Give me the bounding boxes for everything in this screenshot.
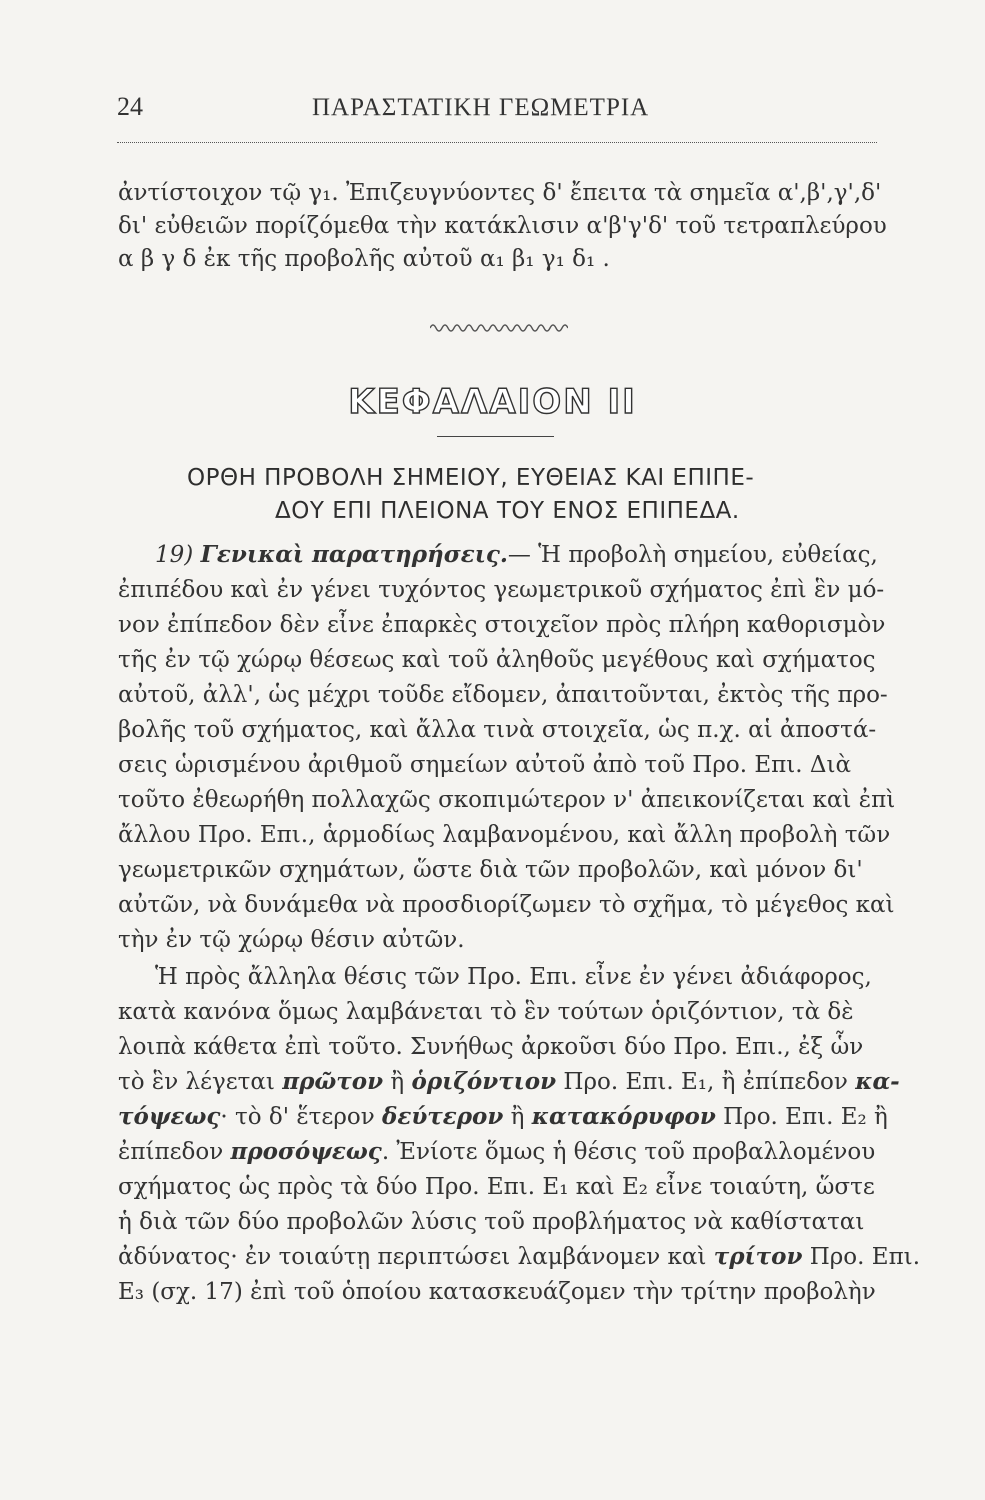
- para2-line-4-part-a: τὸ ἓν λέγεται: [118, 1069, 283, 1095]
- running-title: ΠΑΡΑΣΤΑΤΙΚΗ ΓΕΩΜΕΤΡΙΑ: [312, 94, 650, 121]
- intro-line-2: δι' εὐθειῶν πορίζόμεθα τὴν κατάκλισιν α'β'γ'δ' τοῦ τετραπλεύρου: [118, 213, 887, 239]
- term-prosopseos: προσόψεως: [230, 1138, 382, 1165]
- para1-line-8: ἄλλου Προ. Επι., ἁρμοδίως λαμβανομένου, καὶ ἄλλη προβολὴ τῶν: [118, 822, 891, 848]
- chapter-rule: [437, 436, 554, 437]
- para2-line-6-part-c: . Ἐνίοτε ὅμως ἡ θέσις τοῦ προβαλλομένου: [381, 1139, 876, 1165]
- chapter-title: ΚΕΦΑΛΑΙΟΝ ΙΙ: [348, 382, 637, 422]
- chapter-subtitle-line-2: ΔΟΥ ΕΠΙ ΠΛΕΙΟΝΑ ΤΟΥ ΕΝΟΣ ΕΠΙΠΕΔΑ.: [275, 498, 740, 524]
- para2-line-1: Ἡ πρὸς ἄλληλα θέσις τῶν Προ. Επι. εἶνε ἐν γένει ἀδιάφορος,: [155, 964, 872, 990]
- para2-line-9-part-a: ἀδύνατος· ἐν τοιαύτῃ περιπτώσει λαμβάνομεν καὶ: [118, 1244, 714, 1270]
- term-topseos: τόψεως: [118, 1103, 221, 1130]
- page-header: [117, 92, 877, 132]
- term-defteron: δεύτερον: [382, 1103, 504, 1130]
- para2-line-6-part-a: ἐπίπεδον: [118, 1139, 231, 1165]
- term-proton: πρῶτον: [282, 1068, 384, 1095]
- term-ka-hyphen: κα-: [855, 1068, 900, 1095]
- para2-line-5: [118, 1102, 888, 1132]
- para2-line-3: λοιπὰ κάθετα ἐπὶ τοῦτο. Συνήθως ἀρκοῦσι δύο Προ. Επι., ἐξ ὧν: [118, 1034, 864, 1060]
- section-19-first-line: [155, 540, 878, 570]
- para2-line-10: Ε₃ (σχ. 17) ἐπὶ τοῦ ὁποίου κατασκευάζομεν τὴν τρίτην προβολὴν: [118, 1279, 876, 1305]
- para2-line-4: [118, 1067, 900, 1097]
- para2-line-9: [118, 1242, 920, 1272]
- section-first-line-text: — Ἡ προβολὴ σημείου, εὐθείας,: [507, 542, 878, 568]
- section-heading: Γενικαὶ παρατηρήσεις.: [200, 541, 508, 568]
- para2-line-6: [118, 1137, 875, 1167]
- para2-line-4-part-c: ἢ: [383, 1069, 412, 1095]
- para2-line-5-part-b: · τὸ δ' ἕτερον: [220, 1104, 382, 1130]
- para1-line-2: νον ἐπίπεδον δὲν εἶνε ἐπαρκὲς στοιχεῖον πρὸς πλήρη καθορισμὸν: [118, 612, 886, 638]
- para2-line-5-part-f: Προ. Επι. Ε₂ ἢ: [715, 1104, 888, 1130]
- para2-line-5-part-d: ἢ: [503, 1104, 532, 1130]
- para2-line-7: σχήματος ὡς πρὸς τὰ δύο Προ. Επι. Ε₁ καὶ Ε₂ εἶνε τοιαύτη, ὥστε: [118, 1174, 875, 1200]
- chapter-subtitle-line-1: ΟΡΘΗ ΠΡΟΒΟΛΗ ΣΗΜΕΙΟΥ, ΕΥΘΕΙΑΣ ΚΑΙ ΕΠΙΠΕ-: [187, 465, 755, 491]
- para1-line-5: βολῆς τοῦ σχήματος, καὶ ἄλλα τινὰ στοιχεῖα, ὡς π.χ. αἱ ἀποστά-: [118, 717, 877, 743]
- para2-line-8: ἡ διὰ τῶν δύο προβολῶν λύσις τοῦ προβλήματος νὰ καθίσταται: [118, 1209, 865, 1235]
- para2-line-2: κατὰ κανόνα ὅμως λαμβάνεται τὸ ἓν τούτων ὁριζόντιον, τὰ δὲ: [118, 999, 854, 1025]
- para1-line-11: τὴν ἐν τῷ χώρῳ θέσιν αὐτῶν.: [118, 927, 465, 953]
- para1-line-7: τοῦτο ἐθεωρήθη πολλαχῶς σκοπιμώτερον ν' ἀπεικονίζεται καὶ ἐπὶ: [118, 787, 896, 813]
- intro-line-1: ἀντίστοιχον τῷ γ₁. Ἐπιζευγνύοντες δ' ἔπειτα τὰ σημεῖα α',β',γ',δ': [118, 180, 882, 206]
- term-orizontion: ὁριζόντιον: [411, 1068, 557, 1095]
- para1-line-1: ἐπιπέδου καὶ ἐν γένει τυχόντος γεωμετρικοῦ σχήματος ἐπὶ ἓν μό-: [118, 577, 885, 603]
- term-katakoryfon: κατακόρυφον: [531, 1103, 716, 1130]
- header-dotted-rule: [117, 142, 877, 143]
- para1-line-9: γεωμετρικῶν σχημάτων, ὥστε διὰ τῶν προβολῶν, καὶ μόνον δι': [118, 857, 863, 883]
- para2-line-4-part-e: Προ. Επι. Ε₁, ἢ ἐπίπεδον: [556, 1069, 856, 1095]
- para1-line-6: σεις ὡρισμένου ἀριθμοῦ σημείων αὐτοῦ ἀπὸ τοῦ Προ. Επι. Διὰ: [118, 752, 852, 778]
- wavy-ornament: [430, 322, 568, 334]
- para1-line-3: τῆς ἐν τῷ χώρῳ θέσεως καὶ τοῦ ἀληθοῦς μεγέθους καὶ σχήματος: [118, 647, 876, 673]
- intro-line-3: α β γ δ ἐκ τῆς προβολῆς αὐτοῦ α₁ β₁ γ₁ δ₁ .: [118, 246, 610, 272]
- para1-line-10: αὐτῶν, νὰ δυνάμεθα νὰ προσδιορίζωμεν τὸ σχῆμα, τὸ μέγεθος καὶ: [118, 892, 895, 918]
- page-number: 24: [117, 92, 143, 121]
- para2-line-9-part-c: Προ. Επι.: [802, 1244, 921, 1270]
- term-triton: τρίτον: [713, 1243, 803, 1270]
- para1-line-4: αὐτοῦ, ἀλλ', ὡς μέχρι τοῦδε εἴδομεν, ἀπαιτοῦνται, ἐκτὸς τῆς προ-: [118, 682, 888, 708]
- section-number: 19): [155, 542, 194, 568]
